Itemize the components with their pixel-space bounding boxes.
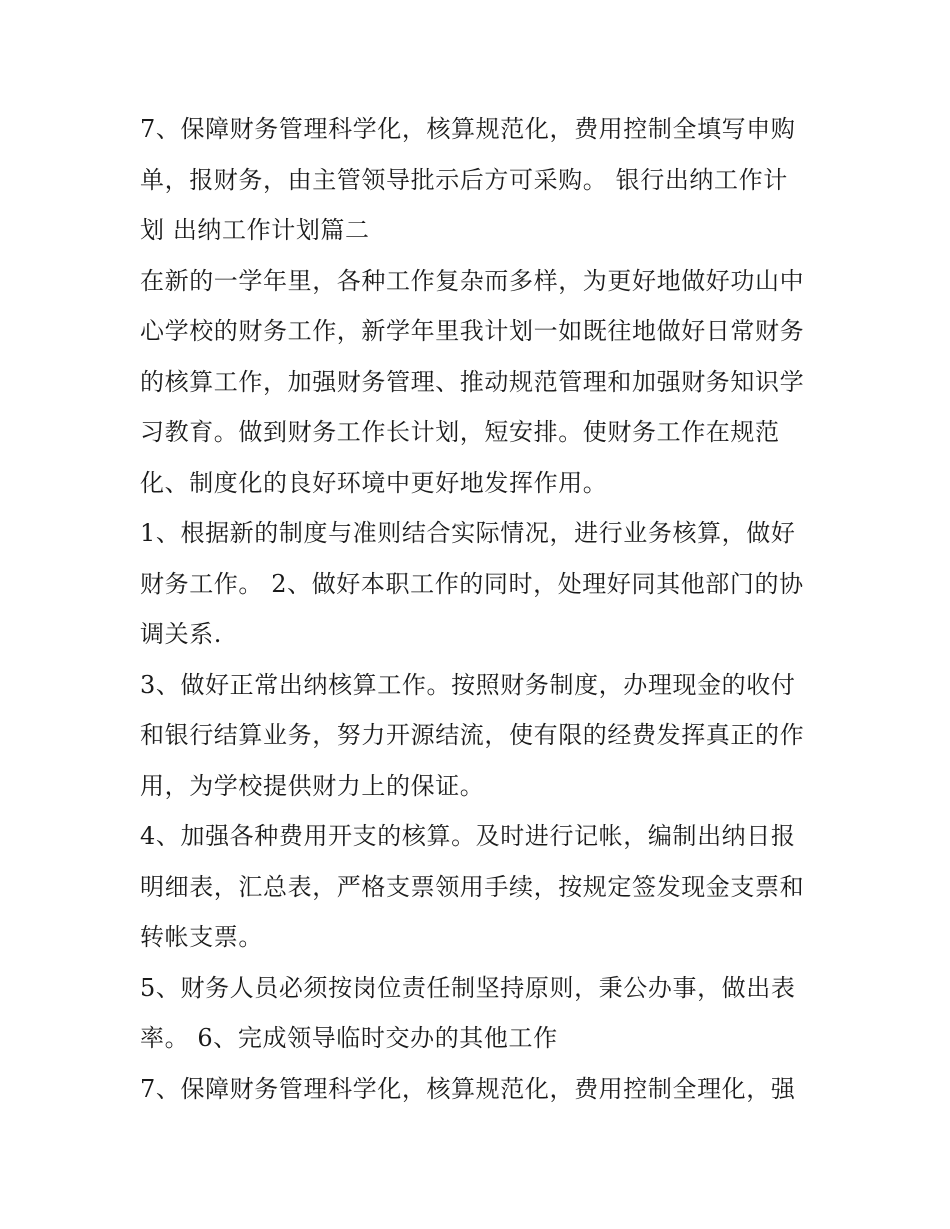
paragraph-5 [140,811,830,963]
text-line: 心学校的财务工作，新学年里我计划一如既往地做好日常财务 [140,317,805,345]
text-line: 在新的一学年里，各种工作复杂而多样，为更好地做好功山中 [140,266,805,295]
paragraph-6 [140,963,830,1064]
text-line: 1、根据新的制度与准则结合实际情况，进行业务核算，做好 [140,519,796,547]
text-line: 率。 6、完成领导临时交办的其他工作 [140,1024,558,1052]
text-line: 调关系. [140,620,223,648]
text-line: 用，为学校提供财力上的保证。 [140,771,485,800]
paragraph-1 [140,104,830,256]
paragraph-2 [140,256,830,509]
text-line: 划 出纳工作计划篇二 [140,216,370,244]
document-body [140,104,830,1114]
text-line: 7、保障财务管理科学化，核算规范化，费用控制全理化，强 [140,1074,796,1103]
paragraph-4 [140,660,830,812]
paragraph-3 [140,508,830,660]
text-line: 转帐支票。 [140,923,263,951]
text-line: 的核算工作，加强财务管理、推动规范管理和加强财务知识学 [140,367,805,396]
text-line: 和银行结算业务，努力开源结流，使有限的经费发挥真正的作 [140,721,805,749]
text-line: 单，报财务，由主管领导批示后方可采购。 银行出纳工作计 [140,165,788,194]
text-line: 3、做好正常出纳核算工作。按照财务制度，办理现金的收付 [140,670,796,699]
text-line: 明细表，汇总表，严格支票领用手续，按规定签发现金支票和 [140,872,805,901]
text-line: 4、加强各种费用开支的核算。及时进行记帐，编制出纳日报 [140,822,796,850]
text-line: 5、财务人员必须按岗位责任制坚持原则，秉公办事，做出表 [140,973,796,1002]
text-line: 7、保障财务管理科学化，核算规范化，费用控制全填写申购 [140,115,796,143]
paragraph-7 [140,1064,830,1115]
text-line: 化、制度化的良好环境中更好地发挥作用。 [140,468,608,497]
text-line: 财务工作。 2、做好本职工作的同时，处理好同其他部门的协 [140,569,804,598]
text-line: 习教育。做到财务工作长计划，短安排。使财务工作在规范 [140,418,780,446]
